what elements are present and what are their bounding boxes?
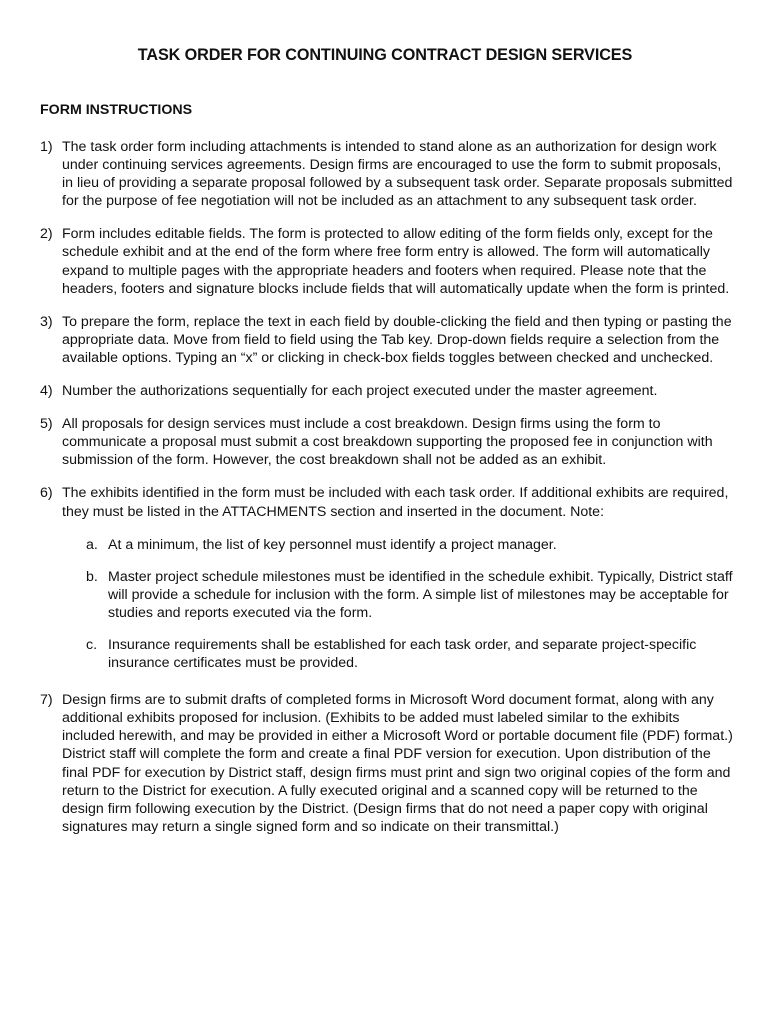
instruction-number: 3) [40,313,53,330]
sub-item-text: Insurance requirements shall be established for each task order, and separate project-specific insurance certificates must be provided. [108,636,697,672]
sub-item-letter: a. [86,536,98,553]
instruction-number: 1) [40,139,53,155]
instruction-text: To prepare the form, replace the text in each field by double-clicking the field and then typing or pasting the appropriate data. Move from field to field using the Tab key. Drop-down fields require a selection from the available options. Typing an “x” or clicking in check-box fields toggles between checked and unchecked. [62,313,732,366]
instruction-text: Form includes editable fields. The form is protected to allow editing of the form fields only, except for the schedule exhibit and at the end of the form where free form entry is allowed. The form will automatically expand to multiple pages with the appropriate headers and footers when required. Please note that the headers, footers and signature blocks include fields that will automatically update when the form is printed. [62,226,730,297]
instruction-number: 4) [40,383,53,400]
sub-item-a [86,536,736,554]
document-title: TASK ORDER FOR CONTINUING CONTRACT DESIGN SERVICES [137,46,633,64]
instruction-text: Design firms are to submit drafts of completed forms in Microsoft Word document format, along with any additional exhibits proposed for inclusion. (Exhibits to be added must labeled similar to the exhibits included herewith, and may be provided in either a Microsoft Word or portable document file (PDF) format.) District staff will complete the form and create a final PDF version for execution. Upon distribution of the final PDF for execution by District staff, design firms must print and sign two original copies of the form and return to the District for execution. A fully executed original and a scanned copy will be returned to the design firm following execution by the District. (Design firms that do not need a paper copy with original signatures may return a single signed form and so indicate on their transmittal.) [62,692,733,835]
sub-item-letter: c. [86,636,98,653]
instruction-item-4 [40,382,736,400]
instruction-text: The task order form including attachments is intended to stand alone as an authorization for design work under continuing services agreements. Design firms are encouraged to use the form to submit proposals, in lieu of providing a separate proposal followed by a subsequent task order. Separate proposals submitted for the purpose of fee negotiation will not be included as an attachment to any subsequent task order. [62,139,733,210]
instruction-text: All proposals for design services must include a cost breakdown. Design firms using the form to communicate a proposal must submit a cost breakdown supporting the proposed fee in conjunction with submission of the form. However, the cost breakdown shall not be added as an exhibit. [62,416,713,469]
sub-item-text: Master project schedule milestones must be identified in the schedule exhibit. Typically, District staff will provide a schedule for inclusion with the form. A simple list of milestones may be acceptable for studies and reports executed via the form. [108,568,733,621]
sub-item-c [86,636,736,672]
instruction-item-1 [40,138,736,210]
sub-list [86,536,736,673]
instruction-text: Number the authorizations sequentially for each project executed under the master agreement. [62,383,658,400]
instruction-item-5 [40,415,736,469]
sub-item-b [86,568,736,622]
instruction-item-3 [40,313,736,367]
instruction-number: 7) [40,692,53,709]
instruction-number: 2) [40,226,53,243]
instruction-number: 5) [40,416,53,433]
instruction-item-6 [40,484,736,676]
section-heading: FORM INSTRUCTIONS [40,102,193,118]
instructions-list [40,138,736,851]
sub-item-text: At a minimum, the list of key personnel must identify a project manager. [108,536,557,553]
instruction-item-7 [40,691,736,836]
instruction-item-2 [40,225,736,297]
instruction-number: 6) [40,485,53,502]
sub-item-letter: b. [86,568,98,585]
instruction-text: The exhibits identified in the form must be included with each task order. If additional exhibits are required, they must be listed in the ATTACHMENTS section and inserted in the document. Note: [62,485,729,520]
instruction-body [62,484,736,676]
